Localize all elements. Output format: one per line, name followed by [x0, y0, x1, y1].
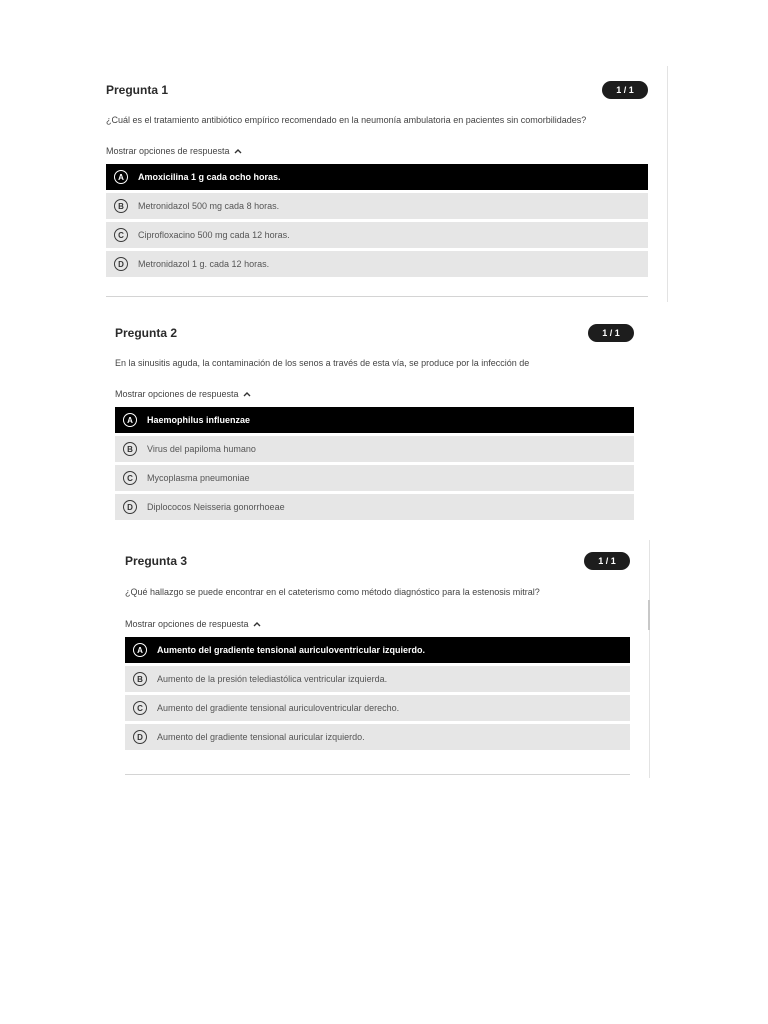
option-label: Diplococos Neisseria gonorrhoeae — [147, 502, 285, 512]
option-letter-badge: D — [114, 257, 128, 271]
option-letter-badge: A — [114, 170, 128, 184]
option-c[interactable] — [106, 222, 648, 248]
question-header — [106, 79, 648, 101]
option-label: Haemophilus influenzae — [147, 415, 251, 425]
scrollbar-thumb[interactable] — [648, 600, 650, 630]
question-header — [125, 550, 630, 572]
option-letter-badge: B — [123, 442, 137, 456]
option-a[interactable] — [106, 164, 648, 190]
score-badge: 1 / 1 — [588, 324, 634, 342]
question-divider — [106, 296, 648, 297]
option-label: Aumento de la presión telediastólica ventricular izquierda. — [157, 674, 388, 684]
question-text: En la sinusitis aguda, la contaminación de los senos a través de esta vía, se produce por la infección de — [115, 358, 530, 368]
question-1 — [106, 79, 648, 277]
option-letter-badge: B — [133, 672, 147, 686]
option-d[interactable] — [125, 724, 630, 750]
toggle-row — [115, 384, 634, 402]
option-c[interactable] — [115, 465, 634, 491]
question-title: Pregunta 3 — [125, 554, 188, 568]
chevron-up-icon — [243, 391, 251, 397]
option-label: Mycoplasma pneumoniae — [147, 473, 250, 483]
option-label: Metronidazol 1 g. cada 12 horas. — [138, 259, 270, 269]
question-text: ¿Cuál es el tratamiento antibiótico empírico recomendado en la neumonía ambulatoria en pacientes sin comorbilidades? — [106, 115, 587, 125]
option-a[interactable] — [115, 407, 634, 433]
toggle-label: Mostrar opciones de respuesta — [115, 389, 239, 399]
option-label: Ciprofloxacino 500 mg cada 12 horas. — [138, 230, 290, 240]
option-a[interactable] — [125, 637, 630, 663]
option-letter-badge: C — [133, 701, 147, 715]
toggle-row — [106, 141, 648, 159]
option-d[interactable] — [106, 251, 648, 277]
answer-options — [106, 164, 648, 277]
option-b[interactable] — [115, 436, 634, 462]
option-label: Aumento del gradiente tensional auriculoventricular izquierdo. — [157, 645, 426, 655]
option-letter-badge: C — [123, 471, 137, 485]
score-badge: 1 / 1 — [602, 81, 648, 99]
option-label: Metronidazol 500 mg cada 8 horas. — [138, 201, 280, 211]
option-label: Amoxicilina 1 g cada ocho horas. — [138, 172, 281, 182]
option-b[interactable] — [125, 666, 630, 692]
option-letter-badge: A — [133, 643, 147, 657]
question-text: ¿Qué hallazgo se puede encontrar en el cateterismo como método diagnóstico para la estenosis mitral? — [125, 587, 540, 597]
toggle-label: Mostrar opciones de respuesta — [106, 146, 230, 156]
option-label: Aumento del gradiente tensional auriculoventricular derecho. — [157, 703, 400, 713]
option-letter-badge: A — [123, 413, 137, 427]
toggle-label: Mostrar opciones de respuesta — [125, 619, 249, 629]
option-b[interactable] — [106, 193, 648, 219]
option-d[interactable] — [115, 494, 634, 520]
show-options-toggle[interactable] — [125, 617, 261, 631]
question-divider — [125, 774, 630, 775]
option-letter-badge: B — [114, 199, 128, 213]
question-2 — [115, 322, 634, 520]
option-c[interactable] — [125, 695, 630, 721]
question-3 — [125, 550, 630, 750]
option-letter-badge: D — [133, 730, 147, 744]
show-options-toggle[interactable] — [115, 387, 251, 401]
option-letter-badge: C — [114, 228, 128, 242]
panel-border — [649, 540, 650, 778]
option-label: Aumento del gradiente tensional auricular izquierdo. — [157, 732, 365, 742]
chevron-up-icon — [234, 148, 242, 154]
option-letter-badge: D — [123, 500, 137, 514]
answer-options — [115, 407, 634, 520]
option-label: Virus del papiloma humano — [147, 444, 256, 454]
show-options-toggle[interactable] — [106, 144, 242, 158]
question-title: Pregunta 2 — [115, 326, 178, 340]
score-badge: 1 / 1 — [584, 552, 630, 570]
toggle-row — [125, 614, 630, 632]
question-header — [115, 322, 634, 344]
answer-options — [125, 637, 630, 750]
chevron-up-icon — [253, 621, 261, 627]
question-title: Pregunta 1 — [106, 83, 169, 97]
panel-border — [667, 66, 668, 302]
